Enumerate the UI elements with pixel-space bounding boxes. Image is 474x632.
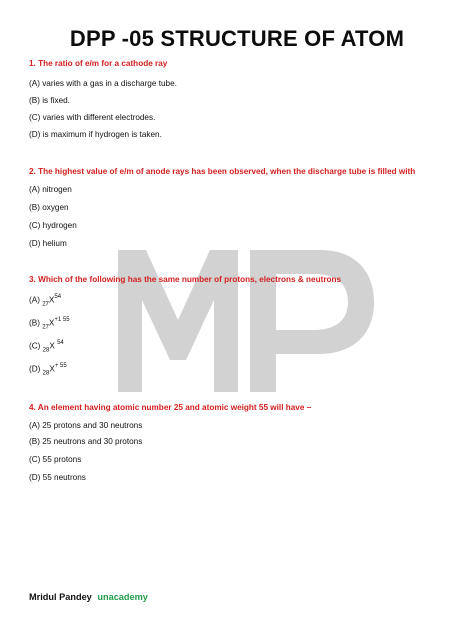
option-2b: (B) oxygen (29, 203, 69, 212)
option-2c: (C) hydrogen (29, 221, 77, 230)
option-label: (B) (29, 318, 40, 328)
option-4c: (C) 55 protons (29, 455, 82, 464)
option-4b: (B) 25 neutrons and 30 protons (29, 437, 143, 446)
option-3c (29, 341, 64, 353)
question-1: 1. The ratio of e/m for a cathode ray (29, 59, 168, 68)
option-4a: (A) 25 protons and 30 neutrons (29, 421, 143, 430)
mp-watermark-logo (108, 242, 378, 392)
charge-and-mass-number: + 55 (54, 363, 67, 369)
option-1c: (C) varies with different electrodes. (29, 113, 156, 122)
element-symbol: X (49, 341, 55, 351)
atomic-number: 27 (42, 324, 49, 331)
element-symbol: X (48, 295, 55, 305)
option-label: (D) (29, 364, 41, 374)
option-label: (C) (29, 341, 41, 351)
atomic-number: 27 (42, 301, 49, 308)
mass-number: 54 (54, 294, 62, 300)
mass-number: 54 (57, 340, 64, 346)
charge-and-mass-number: +1 55 (54, 317, 70, 323)
option-3b (29, 318, 70, 330)
option-2a: (A) nitrogen (29, 185, 72, 194)
question-4: 4. An element having atomic number 25 and atomic weight 55 will have – (29, 403, 312, 412)
option-1d: (D) is maximum if hydrogen is taken. (29, 130, 162, 139)
option-2d: (D) helium (29, 239, 67, 248)
option-3a (29, 295, 61, 307)
option-3d (29, 364, 67, 376)
brand-name: unacademy (97, 592, 148, 602)
question-3: 3. Which of the following has the same number of protons, electrons & neutrons (29, 275, 342, 284)
element-symbol: X (48, 318, 55, 328)
option-label: (A) (29, 295, 40, 305)
option-1a: (A) varies with a gas in a discharge tube. (29, 79, 177, 88)
author-name: Mridul Pandey (29, 592, 92, 602)
element-symbol: X (49, 364, 55, 374)
option-1b: (B) is fixed. (29, 96, 70, 105)
question-2: 2. The highest value of e/m of anode rays has been observed, when the discharge tube is filled with (29, 167, 416, 176)
option-4d: (D) 55 neutrons (29, 473, 86, 482)
atomic-number: 28 (42, 347, 50, 354)
page-title: DPP -05 STRUCTURE OF ATOM (69, 26, 405, 51)
atomic-number: 28 (42, 370, 50, 377)
footer (29, 592, 148, 602)
